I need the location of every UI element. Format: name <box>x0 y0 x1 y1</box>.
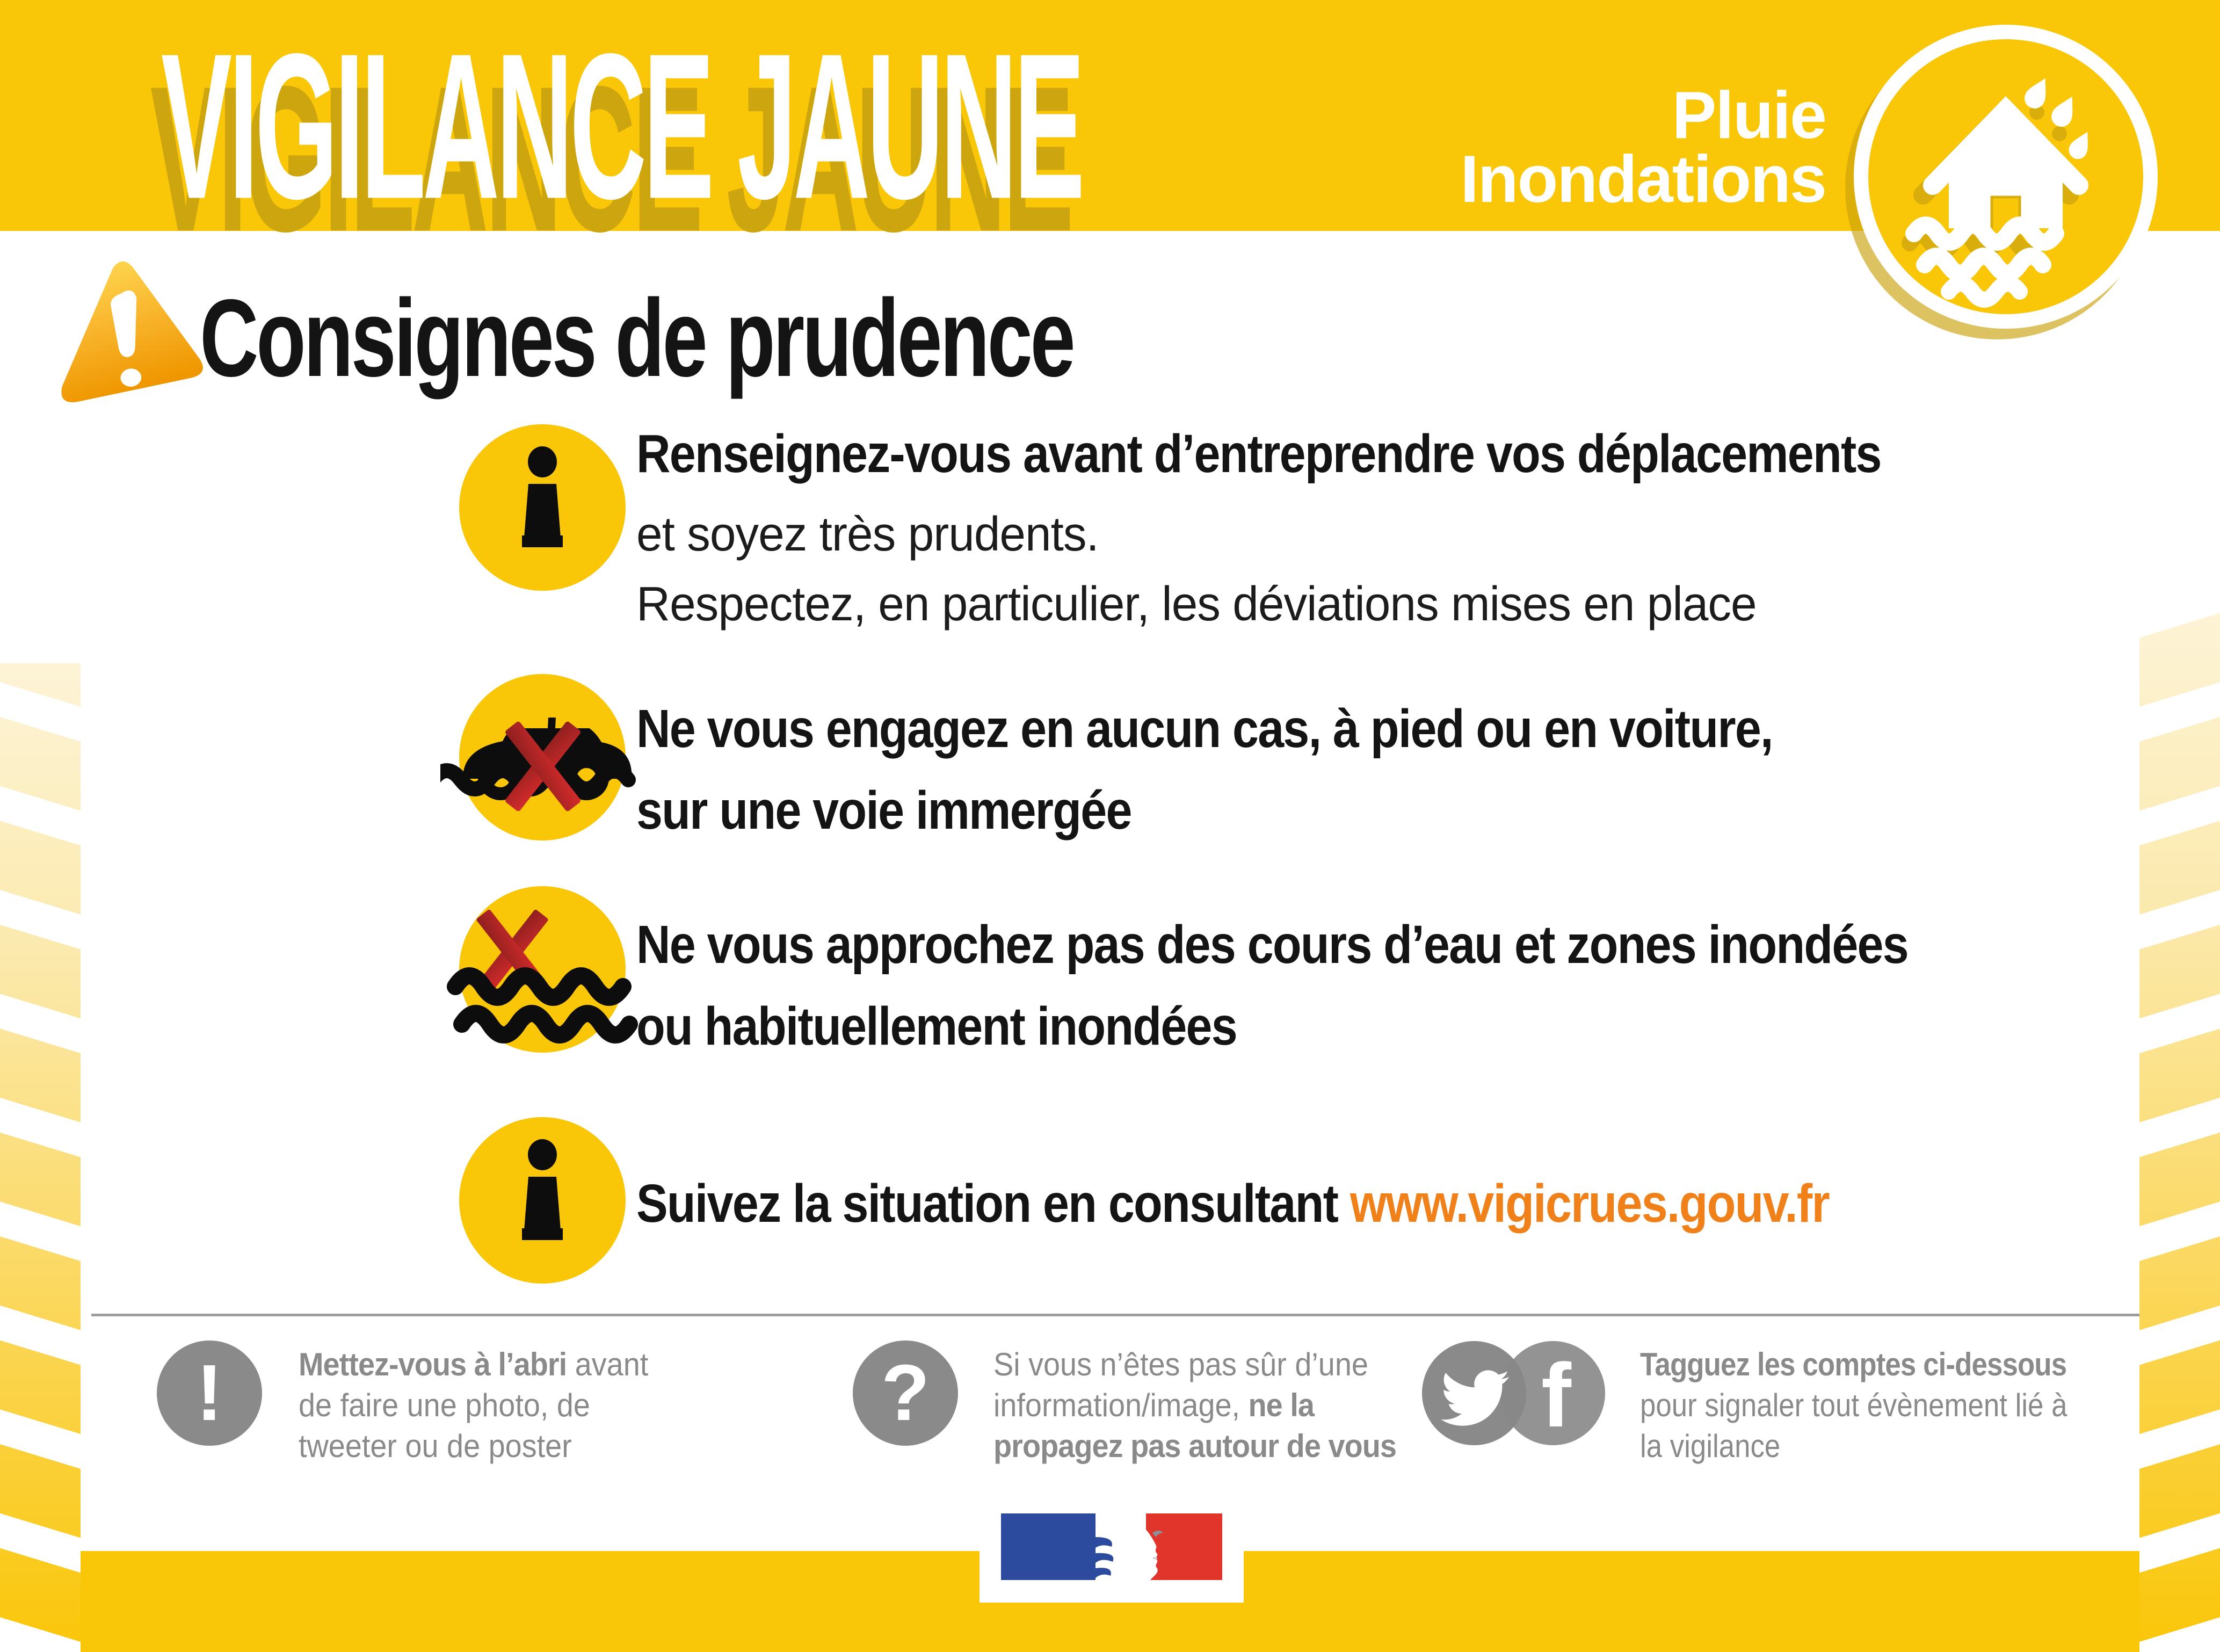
left-diagonal-stripes <box>0 663 81 1652</box>
republique-francaise-marianne-logo <box>980 1499 1244 1603</box>
car-flooded-road-forbidden-icon <box>440 666 644 849</box>
flooded-house-rain-graphic <box>1868 39 2143 314</box>
note-3-bold: Tagguez les comptes ci-dessous <box>1640 1346 2067 1382</box>
exclamation-glyph: ! <box>196 1349 223 1437</box>
note-2-line-2-regular: information/image, <box>993 1387 1249 1423</box>
note-1-bold: Mettez-vous à l’abri <box>299 1346 567 1382</box>
instruction-2-title-line-2: sur une voie immergée <box>636 780 1131 841</box>
instruction-3-title-line-2: ou habituellement inondées <box>636 996 1237 1056</box>
question-icon <box>853 1341 958 1446</box>
hazard-line-2: Inondations <box>1460 142 1826 217</box>
note-1-line-3: tweeter ou de poster <box>299 1428 572 1464</box>
question-glyph: ? <box>881 1349 930 1437</box>
note-3-line-1 <box>1640 1346 2066 1383</box>
instruction-2-title-line-1: Ne vous engagez en aucun cas, à pied ou en voiture, <box>636 699 1773 759</box>
exclamation-icon <box>157 1341 262 1446</box>
hazard-type <box>1235 78 1826 217</box>
instruction-1-line-1: et soyez très prudents. <box>636 508 1099 561</box>
hazard-line-1: Pluie <box>1672 78 1826 153</box>
info-icon <box>440 1109 644 1292</box>
note-1-line-2: de faire une photo, de <box>299 1387 590 1423</box>
page-title: VIGILANCE JAUNE <box>161 10 1082 242</box>
section-heading: Consignes de prudence <box>200 277 1073 400</box>
warning-triangle-icon <box>45 246 212 418</box>
note-2-line-3 <box>993 1428 1396 1465</box>
note-3-line-2: pour signaler tout évènement lié à <box>1640 1387 2067 1423</box>
info-icon <box>440 416 644 599</box>
note-3-line-3: la vigilance <box>1640 1428 1781 1464</box>
note-2-line-1: Si vous n’êtes pas sûr d’une <box>993 1346 1368 1382</box>
instruction-3-title-line-1: Ne vous approchez pas des cours d’eau et zones inondées <box>636 915 1908 975</box>
note-2-line-2 <box>993 1387 1314 1424</box>
note-2-line-3-bold: propagez pas autour de vous <box>993 1428 1397 1464</box>
social-icons <box>1420 1339 1608 1450</box>
flooded-house-rain-icon <box>1854 25 2158 329</box>
note-1-after-bold: avant <box>567 1346 649 1382</box>
separator-line <box>91 1314 2139 1316</box>
instruction-1-line-2: Respectez, en particulier, les déviations mises en place <box>636 577 1757 631</box>
note-1-line-1 <box>299 1346 648 1383</box>
instruction-1-title: Renseignez-vous avant d’entreprendre vos déplacements <box>636 424 1881 484</box>
vigicrues-link[interactable]: www.vigicrues.gouv.fr <box>1350 1173 1829 1234</box>
right-diagonal-stripes <box>2139 604 2220 1652</box>
instruction-4-prefix: Suivez la situation en consultant <box>636 1173 1350 1234</box>
note-2-line-2-bold: ne la <box>1248 1387 1315 1423</box>
instruction-4-line <box>636 1173 1829 1235</box>
facebook-f-glyph: f <box>1541 1345 1571 1446</box>
floodwater-forbidden-icon <box>440 878 644 1061</box>
